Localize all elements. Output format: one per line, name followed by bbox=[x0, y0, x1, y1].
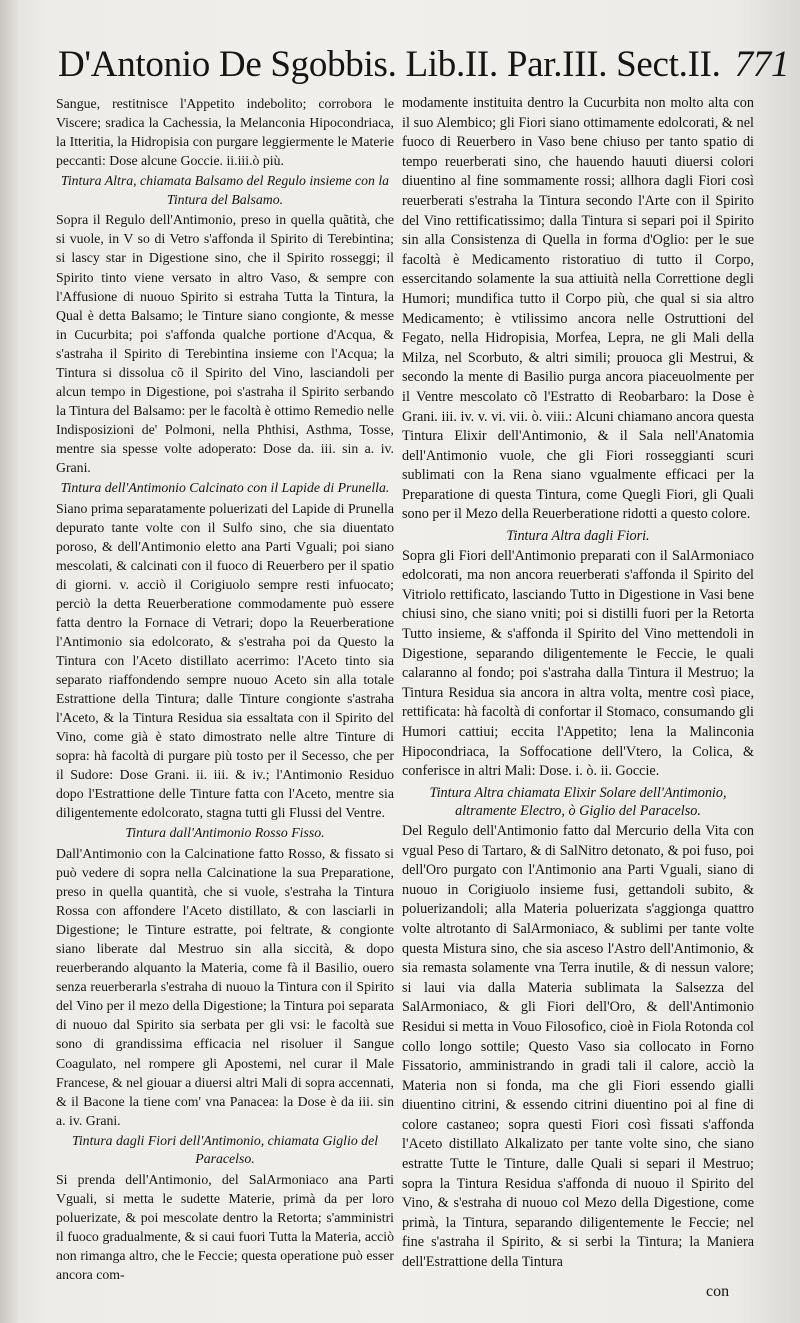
binding-gutter bbox=[0, 0, 18, 1323]
paragraph: Sopra gli Fiori dell'Antimonio preparati con il SalArmoniaco edolcorati, ma non ancora reuerberati s'affonda il Spirito del Vitriolo rettificato, lasciando Tutto in Digestione in Vasi bene chiusi sino, che siano vniti; poi si distilli fuori per la Retorta Tutto insieme, & s'affonda il Spirito del Vino mettendoli in Digestione, separando diligentemente le Feccie, le quali calaranno al fondo; poi s'astraha dalla Tintura il Mestruo; la Tintura Residua sia ancora in altra volta, mentre così piace, rettificata: hà facoltà di confortar il Stomaco, consumando gli Humori cattiui; eccita l'Appetito; lena la Malinconia Hipocondriaca, la Soffocatione dell'Vtero, la Colica, & conferisce in altri Mali: Dose. i. ò. ii. Goccie. bbox=[402, 547, 754, 780]
right-column bbox=[402, 94, 754, 1273]
section-heading: Tintura Altra chiamata Elixir Solare dell'Antimonio, altramente Electro, ò Giglio del Paracelso. bbox=[429, 784, 727, 820]
section-heading: Tintura dagli Fiori dell'Antimonio, chiamata Giglio del Paracelso. bbox=[71, 1132, 379, 1167]
section-heading: Tintura dell'Antimonio Calcinato con il Lapide di Prunella. bbox=[60, 480, 390, 496]
paragraph: Sopra il Regulo dell'Antimonio, preso in quella quãtità, che si vuole, in V so di Vetro s'affonda il Spirito di Terebintina; si lascy star in Digestione sino, che il Spirito rosseggi; il Spirito tinto viene versato in altro Vaso, & sempre con l'Affusione di nuouo Spirito si estraha Tutta la Tintura, la Qual è detta Balsamo; le Tinture siano congionte, & messe in Cucurbita; poi s'affonda qualche portione d'Acqua, & s'astraha il Spirito di Terebintina insieme con l'Acqua; la Tintura si dissolua cõ il Spirito del Vino, lasciandoli per alcun tempo in Digestione, poi s'astraha il Spirito serbando la Tintura del Balsamo: per le facoltà è ottimo Remedio nelle Indisposizioni de' Polmoni, nella Phthisi, Asthma, Tosse, mentre sia spesse volte adoperato: Dose da. iii. sin a. iv. Grani. bbox=[56, 212, 394, 475]
header-title: D'Antonio De Sgobbis. Lib.II. Par.III. Sect.II. bbox=[58, 44, 721, 85]
section-heading: Tintura Altra, chiamata Balsamo del Regulo insieme con la Tintura del Balsamo. bbox=[60, 173, 390, 207]
page-number: 771 bbox=[734, 44, 790, 85]
paragraph: Del Regulo dell'Antimonio fatto dal Mercurio della Vita con vgual Peso di Tartaro, & di SalNitro detonato, & poi fuso, poi dell'Oro purgato con l'Antimonio ana Parti Vguali, siano di nuouo in Corigiuolo insieme fusi, gettandoli subito, & poluerizandoli; alla Materia poluerizata s'aggionga quattro volte altrotanto di SalArmoniaco, & sublimi per tante volte questa Mistura sino, che sia asceso l'Astro dell'Antimonio, & sia remasta solamente vna Terra inutile, & di nessun valore; si laui via dalla Materia sublimata la Salsezza del SalArmoniaco, & gli Fiori dell'Oro, & dell'Antimonio Residui si metta in Vouo Filosofico, cioè in Fiola Rotonda col collo longo sottile; Questo Vaso sia collocato in Forno Fissatorio, amministrando in gradi tali il calore, acciò la Materia non si fonda, ma che gli Fiori essendo gialli diuentino citrini, & essendo citrini diuentino poi al fine di colore castaneo; sopra questi Fiori così fissati s'affonda l'Aceto distillato Alkalizato per tante volte sino, che siano estratte Tutte le Tinture, dalle Quali si separi il Mestruo; sopra la Tintura Residua s'affonda di nuouo il Spirito del Vino, & s'estraha di nuouo col Mezo della Digestione, come primà, la Tintura, separando diligentemente le Feccie; nel fine s'astraha il Spirito, & si serbi la Tintura; la Maniera dell'Estrattione della Tintura bbox=[402, 822, 754, 1271]
paragraph: Siano prima separatamente poluerizati del Lapide di Prunella depurato tante volte con il Sulfo sino, che sia diuentato poroso, & dell'Antimonio eletto ana Parti Vguali; poi siano mescolati, & calcinati con il fuoco di Reuerbero per il spatio di giorni. v. acciò il Corigiuolo sempre resti infuocato; perciò la detta Reuerberatione commodamente può essere fatta dentro la Fornace di Vetrari; dopo la Reuerberatione l'Antimonio sia edolcorato, & s'estraha poi da Questo la Tintura con l'Aceto distillato acerrimo: l'Aceto tinto sia separato riaffondendo sempre nuouo Aceto sin alla totale Estrattione della Tintura; dalle Tinture congionte s'astraha l'Aceto, & la Tintura Residua sia essaltata con il Spirito del Vino, come già è stato dimostrato nelle altre Tinture di sopra: hà facoltà di purgare più tosto per il Secesso, che per il Sudore: Dose Grani. ii. iii. & iv.; l'Antimonio Residuo dopo l'Estrattione delle Tinture fatta con l'Aceto, mentre sia diligentemente edolcorato, stagna tutti gli Flussi del Ventre. bbox=[56, 500, 394, 821]
section-heading: Tintura dall'Antimonio Rosso Fisso. bbox=[125, 825, 325, 841]
paragraph: Dall'Antimonio con la Calcinatione fatto Rosso, & fissato si può vedere di sopra nella Calcinatione la sua Preparatione, preso in quella quantità, che si vuole, s'estraha la Tintura Rossa con affondere l'Aceto distillato, & con lasciarli in Digestione; le Tinture estratte, poi feltrate, & congionte siano liberate dal Mestruo sin alla siccità, & dopo reuerberando alquanto la Materia, come fà il Basilio, ouero senza reuerberarla s'estraha di nuouo la Tintura con il Spirito del Vino per il mezo della Digestione; la Tintura poi separata di nuouo dal Spirito sia serbata per gli vsi: le facoltà sue sono di grandissima efficacia nel risoluer il Sangue Coagulato, nel rompere gli Apostemi, nel curar il Male Francese, & nel giouar a diuersi altri Mali di sopra accennati, & il Bacone la tiene com' vna Panacea: la Dose è da iii. sin a. iv. Grani. bbox=[56, 846, 394, 1128]
paragraph: modamente instituita dentro la Cucurbita non molto alta con il suo Alembico; gli Fiori siano ottimamente edolcorati, & nel fuoco di Reuerbero in Vaso bene chiuso per tanto spatio di tempo reuerberati sino, che hauendo hauuti diuersi colori diuentino al fine sommamente rossi; allhora dagli Fiori così reuerberati s'estraha la Tintura secondo l'Arte con il Spirito del Vino rettificatissimo; dalla Tintura si separi poi il Spirito sin alla Consistenza di Quella in forma d'Oglio: per le sue facoltà è Medicamento ristoratiuo di tutto il Corpo, essercitando solamente la sua attiuità nella Correttione degli Humori; mundifica tutto il Corpo più, che qual si sia altro Medicamento; è vtilissimo ancora nelle Ostruttioni del Fegato, nella Hidropisia, Morfea, Lepra, ne gli Mali della Milza, nel Scorbuto, & altri simili; prouoca gli Mestrui, & secondo la mente di Basilio purga ancora piaceuolmente per il Ventre mescolato cõ l'Estratto di Reobarbaro: la Dose è Grani. iii. iv. v. vi. vii. ò. viii.: Alcuni chiamano ancora questa Tintura Elixir dell'Antimonio, & il Sala nell'Anatomia dell'Antimonio vuole, che gli Fiori rosseggianti scuri sublimati con la Rena siano vgualmente efficaci per la Preparatione di questa Tintura, come Quegli Fiori, gli Quali sono per il Mezo della Reuerberatione ridotti a questo colore. bbox=[402, 95, 754, 523]
running-header bbox=[58, 34, 788, 96]
paragraph: Si prenda dell'Antimonio, del SalArmoniaco ana Parti Vguali, si metta le sudette Materie, primà da per loro poluerizate, & poi mescolate dentro la Retorta; s'amministri il fuoco gradualmente, & si caui fuori Tutta la Materia, acciò non rimanga altro, che le Feccie; questa operatione può esser ancora com- bbox=[56, 1171, 394, 1283]
section-heading: Tintura Altra dagli Fiori. bbox=[506, 528, 650, 545]
left-column bbox=[56, 94, 394, 1284]
paragraph: Sangue, restitnisce l'Appetito indebolito; corrobora le Viscere; sradica la Cachessia, la Melanconia Hipocondriaca, la Itteritia, la Hidropisia con purgare leggiermente le Materie peccanti: Dose alcune Goccie. ii.iii.ò più. bbox=[56, 96, 394, 169]
catchword: con bbox=[706, 1283, 730, 1300]
